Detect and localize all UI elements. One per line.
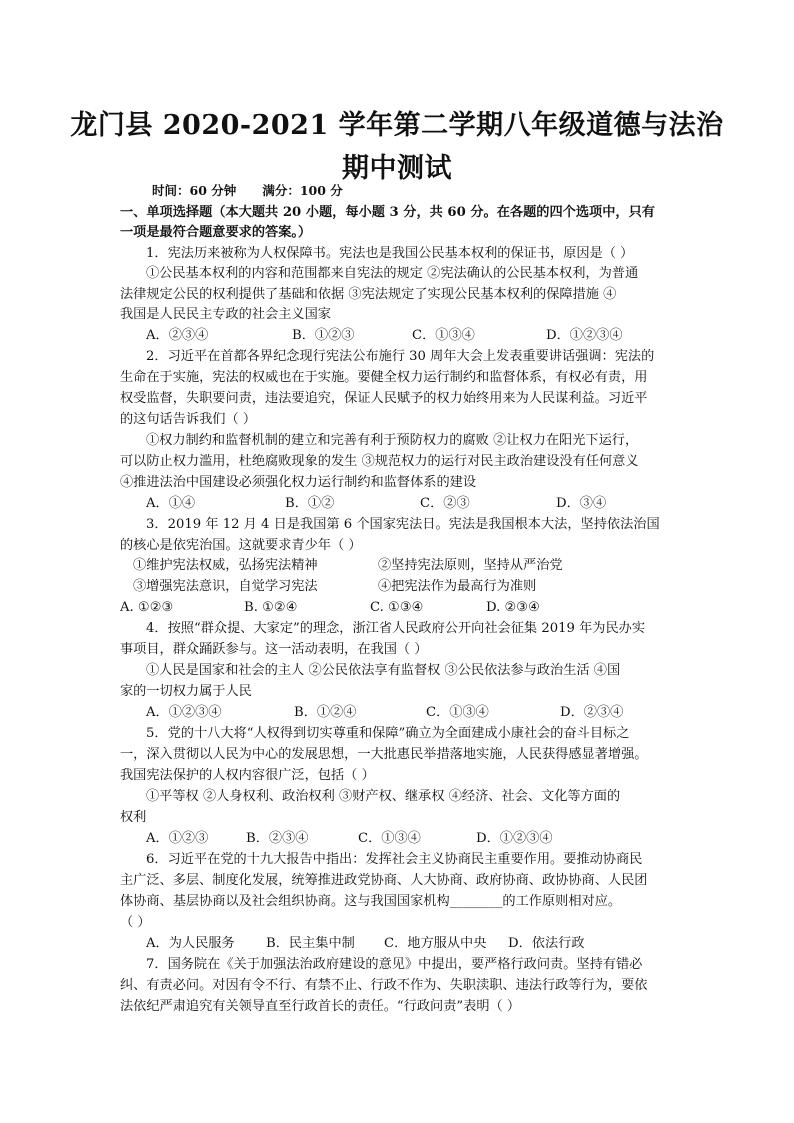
q5-option-a[interactable]: A．①②③ [146, 831, 209, 846]
q1-option-c[interactable]: C．①③④ [412, 328, 475, 343]
q3-option-a[interactable]: A. ①②③ [120, 600, 174, 615]
q4-option-c[interactable]: C．①③④ [426, 705, 489, 720]
q6-stem: 6．习近平在党的十九大报告中指出：发挥社会主义协商民主重要作用。要推动协商民 [146, 852, 643, 867]
section-heading: 一、单项选择题（本大题共 20 小题，每小题 3 分，共 60 分。在各题的四个选项中，只有 [120, 205, 655, 220]
q5-stem-cont: 我国宪法保护的人权内容很广泛，包括（ ） [120, 768, 375, 783]
q5-stem-cont: 一，深入贯彻以人民为中心的发展思想，一大批惠民举措落地实施，人民获得感显著增强。 [120, 747, 648, 762]
q3-stem-cont: 的核心是依宪治国。这就要求青少年（ ） [120, 538, 362, 553]
q1-statements-cont: 我国是人民民主专政的社会主义国家 [120, 307, 331, 322]
q2-statements-cont: ④推进法治中国建设必须强化权力运行制约和监督体系的建设 [120, 475, 477, 490]
q5-statements-cont: 权利 [120, 810, 147, 825]
q1-stem: 1．宪法历来被称为人权保障书。宪法也是我国公民基本权利的保证书，原因是（ ） [146, 246, 634, 261]
q4-option-d[interactable]: D．②③④ [560, 705, 624, 720]
q2-option-b[interactable]: B．①② [285, 496, 335, 511]
q5-statements: ①平等权 ②人身权利、政治权利 ③财产权、继承权 ④经济、社会、文化等方面的 [146, 789, 621, 804]
q2-stem-cont: 的这句话告诉我们（ ） [120, 412, 257, 427]
q6-option-a[interactable]: A．为人民服务 [146, 936, 235, 951]
q6-option-d[interactable]: D．依法行政 [508, 936, 585, 951]
q1-option-d[interactable]: D．①②③④ [546, 328, 623, 343]
q2-stem-cont: 权受监督，失职要问责，违法要追究，保证人民赋予的权力始终用来为人民谋利益。习近平 [120, 391, 648, 406]
exam-title-line1: 龙门县 2020-2021 学年第二学期八年级道德与法治 [70, 110, 724, 141]
q6-answer-blank: （ ） [120, 915, 151, 930]
q5-option-d[interactable]: D．①②③④ [476, 831, 553, 846]
q5-option-c[interactable]: C．①③④ [358, 831, 421, 846]
q1-statements-cont: 法律规定公民的权利提供了基础和依据 ③宪法规定了实现公民基本权利的保障措施 ④ [120, 287, 617, 302]
q5-option-b[interactable]: B．②③④ [246, 831, 309, 846]
q2-option-d[interactable]: D．③④ [556, 496, 607, 511]
q3-option-c[interactable]: C. ①③④ [370, 600, 424, 615]
time-and-score: 时间：60 分钟 满分：100 分 [152, 183, 343, 198]
q4-stem-cont: 事项目，群众踊跃参与。这一活动表明，在我国（ ） [120, 642, 428, 657]
q3-statement-1: ①维护宪法权威，弘扬宪法精神 [133, 558, 318, 573]
section-heading-cont: 一项是最符合题意要求的答案。） [120, 225, 312, 240]
q5-stem: 5．党的十八大将“人权得到切实尊重和保障”确立为全面建成小康社会的奋斗目标之 [146, 726, 630, 741]
q3-statement-2: ②坚持宪法原则，坚持从严治党 [378, 558, 563, 573]
q1-option-b[interactable]: B．①②③ [292, 328, 355, 343]
q2-statements-cont: 可以防止权力滥用，杜绝腐败现象的发生 ③规范权力的运行对民主政治建设没有任何意义 [120, 454, 639, 469]
q3-statement-4: ④把宪法作为最高行为准则 [378, 579, 537, 594]
q1-option-a[interactable]: A．②③④ [146, 328, 209, 343]
q2-option-c[interactable]: C．②③ [420, 496, 470, 511]
q2-stem: 2．习近平在首都各界纪念现行宪法公布施行 30 周年大会上发表重要讲话强调：宪法的 [146, 349, 655, 364]
q3-option-b[interactable]: B. ①②④ [244, 600, 298, 615]
q2-option-a[interactable]: A．①④ [146, 496, 196, 511]
q1-statements: ①公民基本权利的内容和范围都来自宪法的规定 ②宪法确认的公民基本权利，为普通 [146, 266, 639, 281]
q4-option-b[interactable]: B．①②④ [294, 705, 357, 720]
q6-option-c[interactable]: C．地方服从中央 [384, 936, 487, 951]
q4-statements-cont: 家的一切权力属于人民 [120, 684, 252, 699]
q4-option-a[interactable]: A．①②③④ [146, 705, 222, 720]
q3-option-d[interactable]: D. ②③④ [486, 600, 540, 615]
q6-option-b[interactable]: B．民主集中制 [266, 936, 355, 951]
q4-statements: ①人民是国家和社会的主人 ②公民依法享有监督权 ③公民依法参与政治生活 ④国 [146, 663, 621, 678]
q7-stem-cont: 法依纪严肃追究有关领导直至行政首长的责任。“行政问责”表明（ ） [120, 999, 521, 1014]
q3-statement-3: ③增强宪法意识，自觉学习宪法 [133, 579, 318, 594]
q7-stem: 7．国务院在《关于加强法治政府建设的意见》中提出，要严格行政问责。坚持有错必 [146, 957, 643, 972]
q6-stem-cont: 主广泛、多层、制度化发展，统筹推进政党协商、人大协商、政府协商、政协协商、人民团 [120, 873, 648, 888]
exam-title-line2: 期中测试 [342, 153, 452, 184]
q2-statements: ①权力制约和监督机制的建立和完善有利于预防权力的腐败 ②让权力在阳光下运行， [146, 433, 639, 448]
q2-stem-cont: 生命在于实施，宪法的权威也在于实施。要健全权力运行制约和监督体系，有权必有责，用 [120, 370, 648, 385]
q4-stem: 4．按照“群众提、大家定”的理念，浙江省人民政府公开向社会征集 2019 年为民办实 [146, 621, 646, 636]
q3-stem: 3．2019 年 12 月 4 日是我国第 6 个国家宪法日。宪法是我国根本大法，坚持依法治国 [146, 517, 660, 532]
q7-stem-cont: 纠、有责必问。对因有令不行、有禁不止、行政不作为、失职渎职、违法行政等行为，要依 [120, 978, 648, 993]
q6-stem-cont: 体协商、基层协商以及社会组织协商。这与我国国家机构________的工作原则相对应。 [120, 894, 622, 909]
